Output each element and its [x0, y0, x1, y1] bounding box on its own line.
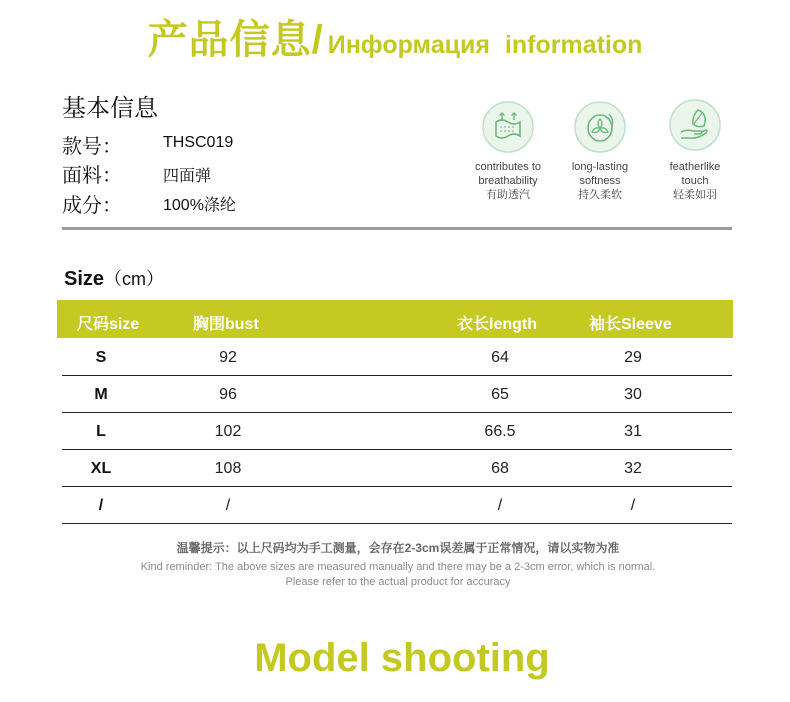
reminder-english-line1: Kind reminder: The above sizes are measured manually and there may be a 2-3cm error, which is normal. — [140, 561, 656, 573]
title-chinese: 产品信息/ — [147, 18, 324, 62]
feature-label-cn: 有助透汽 — [486, 189, 530, 201]
composition-label: 成分： — [62, 195, 122, 217]
feature-label-line2: touch — [681, 175, 709, 187]
bust-cell: 108 — [214, 460, 242, 477]
length-cell: 66.5 — [484, 423, 516, 440]
title-latin: Информация information — [327, 31, 643, 59]
bust-cell: 96 — [219, 386, 237, 403]
size-cell: S — [95, 349, 107, 366]
table-row — [62, 487, 732, 524]
header-length: 衣长length — [457, 316, 537, 333]
section-divider — [62, 227, 732, 230]
table-row — [62, 450, 732, 487]
bust-cell: 102 — [214, 423, 242, 440]
length-cell: 68 — [491, 460, 509, 477]
breathability-icon — [481, 100, 535, 154]
feature-label-line1: long-lasting — [571, 161, 629, 173]
fabric-label: 面料： — [62, 165, 122, 187]
size-heading-label: Size — [64, 268, 105, 290]
size-heading — [64, 265, 164, 291]
composition-value: 100%涤纶 — [163, 197, 236, 214]
reminder-chinese: 温馨提示：以上尺码均为手工测量，会存在2-3cm误差属于正常情况，请以实物为准 — [176, 541, 620, 555]
size-cell: M — [94, 386, 108, 403]
feature-label-line1: contributes to — [474, 161, 542, 173]
length-cell: 64 — [491, 349, 509, 366]
size-cell: L — [96, 423, 106, 440]
sleeve-cell: 31 — [624, 423, 642, 440]
model-shooting-title: Model shooting — [254, 636, 550, 680]
size-cell: XL — [90, 460, 112, 477]
style-number-value: THSC019 — [163, 134, 234, 151]
sleeve-cell: 32 — [624, 460, 642, 477]
header-size: 尺码size — [77, 316, 140, 333]
length-cell: / — [497, 497, 503, 514]
feature-label-cn: 持久柔软 — [578, 189, 622, 201]
bust-cell: 92 — [219, 349, 237, 366]
basic-info-heading: 基本信息 — [62, 95, 158, 122]
size-heading-unit: （cm） — [104, 269, 165, 289]
feature-label-line2: softness — [579, 175, 621, 187]
sleeve-cell: / — [630, 497, 636, 514]
sleeve-cell: 30 — [624, 386, 642, 403]
page-title — [0, 8, 790, 65]
feature-label-line2: breathability — [478, 175, 538, 187]
feature-softness — [545, 100, 655, 202]
bust-cell: / — [225, 497, 231, 514]
size-cell: / — [98, 497, 104, 514]
header-sleeve: 袖长Sleeve — [589, 316, 672, 333]
table-row — [62, 413, 732, 450]
feather-touch-icon — [668, 98, 722, 152]
reminder-english-line2: Please refer to the actual product for accuracy — [285, 576, 511, 588]
table-row — [62, 376, 732, 413]
feature-label-cn: 轻柔如羽 — [673, 189, 717, 201]
feature-label-line1: featherlike — [669, 161, 721, 173]
table-row — [62, 339, 732, 376]
sleeve-cell: 29 — [624, 349, 642, 366]
fabric-value: 四面弹 — [163, 168, 212, 185]
feature-feather-touch — [640, 98, 750, 202]
header-bust: 胸围bust — [193, 316, 259, 333]
style-number-label: 款号： — [62, 136, 122, 158]
length-cell: 65 — [491, 386, 509, 403]
softness-icon — [573, 100, 627, 154]
